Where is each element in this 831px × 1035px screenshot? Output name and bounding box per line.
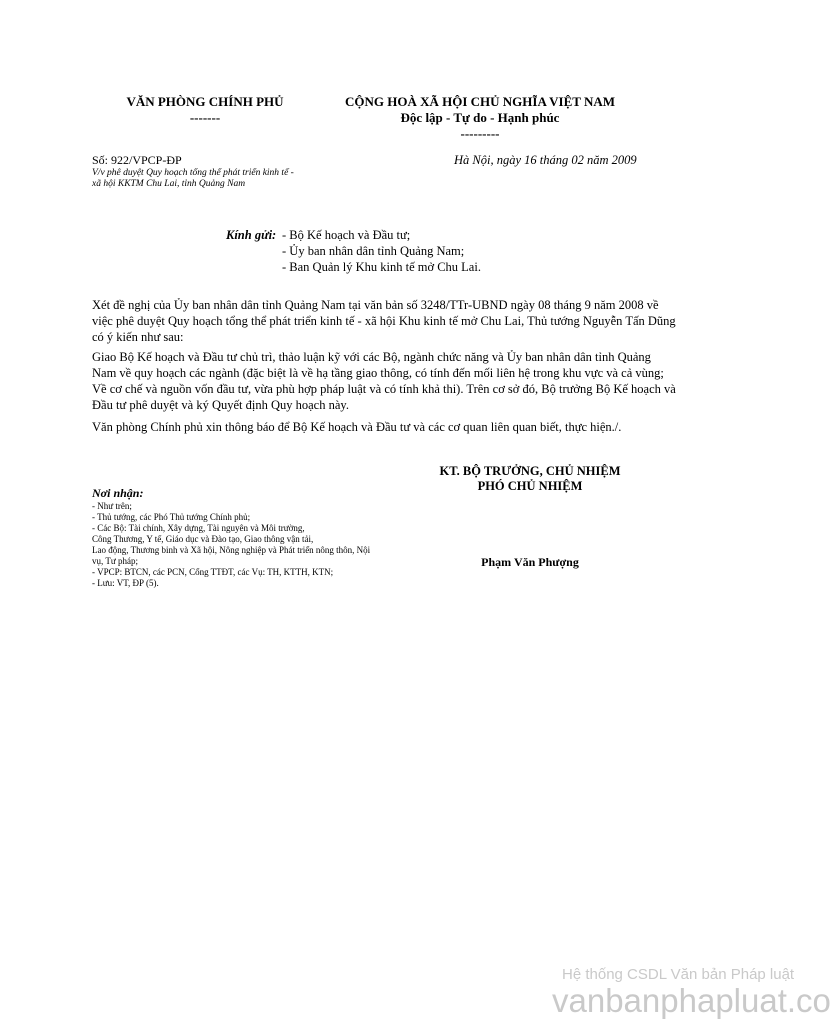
national-motto: Độc lập - Tự do - Hạnh phúc — [400, 110, 560, 125]
watermark-caption: Hệ thống CSDL Văn bản Pháp luật — [562, 966, 795, 983]
signer-name: Phạm Văn Phượng — [481, 555, 579, 569]
document-subject — [92, 168, 332, 190]
body-line: Nam về quy hoạch các ngành (đặc biệt là về hạ tầng giao thông, có tính đến mối liên hệ trong khu vực và cả vùng; — [92, 366, 664, 380]
cc-recipient-line: - VPCP: BTCN, các PCN, Cổng TTĐT, các Vụ: TH, KTTH, KTN; — [92, 567, 334, 577]
body-paragraph-2 — [92, 349, 712, 413]
cc-recipient-line: - Các Bộ: Tài chính, Xây dựng, Tài nguyên và Môi trường, — [92, 523, 305, 533]
cc-recipients-list — [92, 501, 432, 589]
subject-line: V/v phê duyệt Quy hoạch tổng thể phát triển kinh tế - — [92, 168, 294, 178]
signer-title-block — [420, 464, 640, 494]
cc-recipient-line: - Lưu: VT, ĐP (5). — [92, 578, 159, 588]
agency-rule: ------- — [189, 110, 221, 125]
body-line: Đầu tư phê duyệt và ký Quyết định Quy hoạch này. — [92, 398, 349, 412]
national-header-block — [330, 94, 630, 142]
cc-recipients-title: Nơi nhận: — [92, 486, 144, 500]
body-line: Xét đề nghị của Ủy ban nhân dân tỉnh Quảng Nam tại văn bản số 3248/TTr-UBND ngày 08 tháng 9 năm 2008 về — [92, 298, 659, 312]
document-date: Hà Nội, ngày 16 tháng 02 năm 2009 — [454, 153, 637, 167]
body-paragraph-1 — [92, 297, 712, 345]
body-line: Văn phòng Chính phủ xin thông báo để Bộ Kế hoạch và Đầu tư và các cơ quan liên quan biết, thực hiện./. — [92, 420, 622, 434]
nation-title: CỘNG HOÀ XÃ HỘI CHỦ NGHĨA VIỆT NAM — [344, 94, 616, 109]
issuing-agency: VĂN PHÒNG CHÍNH PHỦ — [126, 94, 284, 109]
recipients-block — [226, 227, 481, 275]
recipient-item: - Ủy ban nhân dân tỉnh Quảng Nam; — [282, 244, 465, 258]
recipients-label: Kính gửi: — [226, 228, 277, 242]
body-line: Về cơ chế và nguồn vốn đầu tư, vừa phù hợp pháp luật và có tính khả thi). Trên cơ sở đó, Bộ trưởng Bộ Kế hoạch và — [92, 382, 676, 396]
cc-recipient-line: Lao động, Thương binh và Xã hội, Nông nghiệp và Phát triển nông thôn, Nội — [92, 545, 371, 555]
cc-recipient-line: - Thủ tướng, các Phó Thủ tướng Chính phủ; — [92, 512, 251, 522]
cc-recipient-line: Công Thương, Y tế, Giáo dục và Đào tạo, Giao thông vận tải, — [92, 534, 314, 544]
issuing-agency-block — [100, 94, 310, 126]
signer-title: KT. BỘ TRƯỞNG, CHỦ NHIỆM — [439, 464, 621, 478]
motto-rule: --------- — [460, 126, 500, 141]
document-number: Số: 922/VPCP-ĐP — [92, 153, 182, 167]
recipients-list — [282, 227, 481, 275]
cc-recipient-line: vụ, Tư pháp; — [92, 556, 138, 566]
recipient-item: - Bộ Kế hoạch và Đầu tư; — [282, 228, 411, 242]
body-paragraph-3 — [92, 419, 712, 435]
body-line: việc phê duyệt Quy hoạch tổng thể phát triển kinh tế - xã hội Khu kinh tế mở Chu Lai, Thủ tướng Nguyễn Tấn Dũng — [92, 314, 676, 328]
signer-position: PHÓ CHỦ NHIỆM — [477, 479, 583, 493]
body-line: có ý kiến như sau: — [92, 330, 184, 344]
recipient-item: - Ban Quản lý Khu kinh tế mở Chu Lai. — [282, 260, 481, 274]
body-line: Giao Bộ Kế hoạch và Đầu tư chủ trì, thảo luận kỹ với các Bộ, ngành chức năng và Ủy ban nhân dân tỉnh Quảng — [92, 350, 651, 364]
watermark-site: vanbanphapluat.co — [552, 982, 831, 1019]
cc-recipient-line: - Như trên; — [92, 501, 132, 511]
subject-line: xã hội KKTM Chu Lai, tỉnh Quảng Nam — [92, 179, 246, 189]
